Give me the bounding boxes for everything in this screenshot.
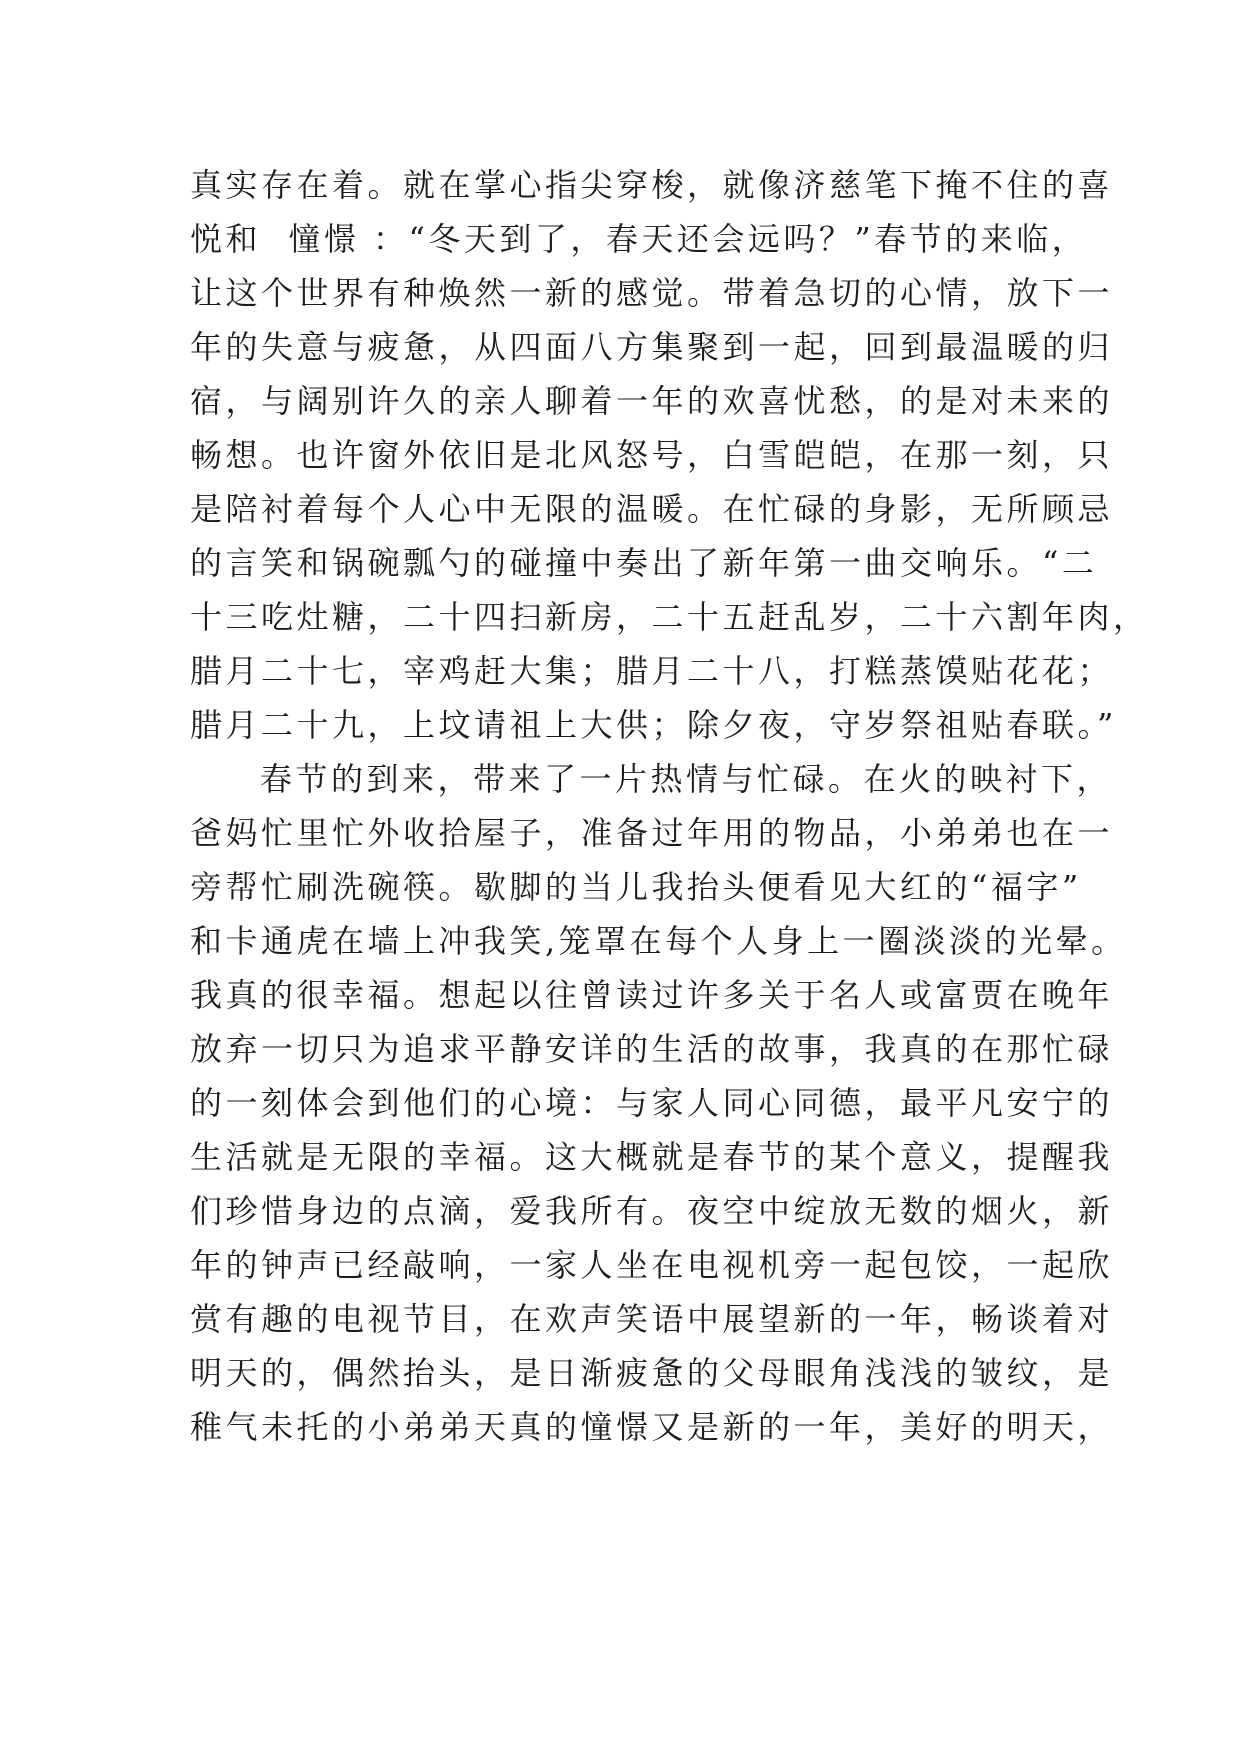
text-line: 旁帮忙刷洗碗筷。歇脚的当儿我抬头便看见大红的“福字” — [190, 868, 1082, 906]
text-line: 腊月二十七，宰鸡赶大集；腊月二十八，打糕蒸馍贴花花； — [190, 652, 1114, 690]
text-line: 们珍惜身边的点滴，爱我所有。夜空中绽放无数的烟火，新 — [190, 1192, 1114, 1230]
text-line: 我真的很幸福。想起以往曾读过许多关于名人或富贾在晚年 — [190, 976, 1114, 1014]
text-line: 宿，与阔别许久的亲人聊着一年的欢喜忧愁，的是对未来的 — [190, 382, 1114, 420]
text-line: 是陪衬着每个人心中无限的温暖。在忙碌的身影，无所顾忌 — [190, 490, 1114, 528]
text-line: 真实存在着。就在掌心指尖穿梭，就像济慈笔下掩不住的喜 — [190, 166, 1114, 204]
text-line: 年的钟声已经敲响，一家人坐在电视机旁一起包饺，一起欣 — [190, 1246, 1114, 1284]
text-line: 腊月二十九，上坟请祖上大供；除夕夜，守岁祭祖贴春联。” — [190, 706, 1117, 744]
text-line: 的言笑和锅碗瓢勺的碰撞中奏出了新年第一曲交响乐。“二 — [190, 544, 1098, 582]
text-line: 生活就是无限的幸福。这大概就是春节的某个意义，提醒我 — [190, 1138, 1114, 1176]
paragraph-start-line: 春节的到来，带来了一片热情与忙碌。在火的映衬下， — [260, 760, 1113, 798]
text-line: 畅想。也许窗外依旧是北风怒号，白雪皑皑，在那一刻，只 — [190, 436, 1114, 474]
text-line: 明天的，偶然抬头，是日渐疲惫的父母眼角浅浅的皱纹，是 — [190, 1354, 1114, 1392]
text-line: 爸妈忙里忙外收拾屋子，准备过年用的物品，小弟弟也在一 — [190, 814, 1114, 852]
text-line: 年的失意与疲惫，从四面八方集聚到一起，回到最温暖的归 — [190, 328, 1114, 366]
text-line: 让这个世界有种焕然一新的感觉。带着急切的心情，放下一 — [190, 274, 1114, 312]
text-line: 悦和 憧憬 ：“冬天到了，春天还会远吗？”春节的来临， — [190, 220, 1088, 258]
essay-text — [190, 158, 1149, 1454]
text-line: 的一刻体会到他们的心境：与家人同心同德，最平凡安宁的 — [190, 1084, 1114, 1122]
text-line: 和卡通虎在墙上冲我笑,笼罩在每个人身上一圈淡淡的光晕。 — [190, 922, 1127, 960]
text-line: 赏有趣的电视节目，在欢声笑语中展望新的一年，畅谈着对 — [190, 1300, 1114, 1338]
text-line: 十三吃灶糖，二十四扫新房，二十五赶乱岁，二十六割年肉， — [190, 598, 1149, 636]
text-line: 稚气未托的小弟弟天真的憧憬又是新的一年，美好的明天， — [190, 1408, 1114, 1446]
text-line: 放弃一切只为追求平静安详的生活的故事，我真的在那忙碌 — [190, 1030, 1114, 1068]
